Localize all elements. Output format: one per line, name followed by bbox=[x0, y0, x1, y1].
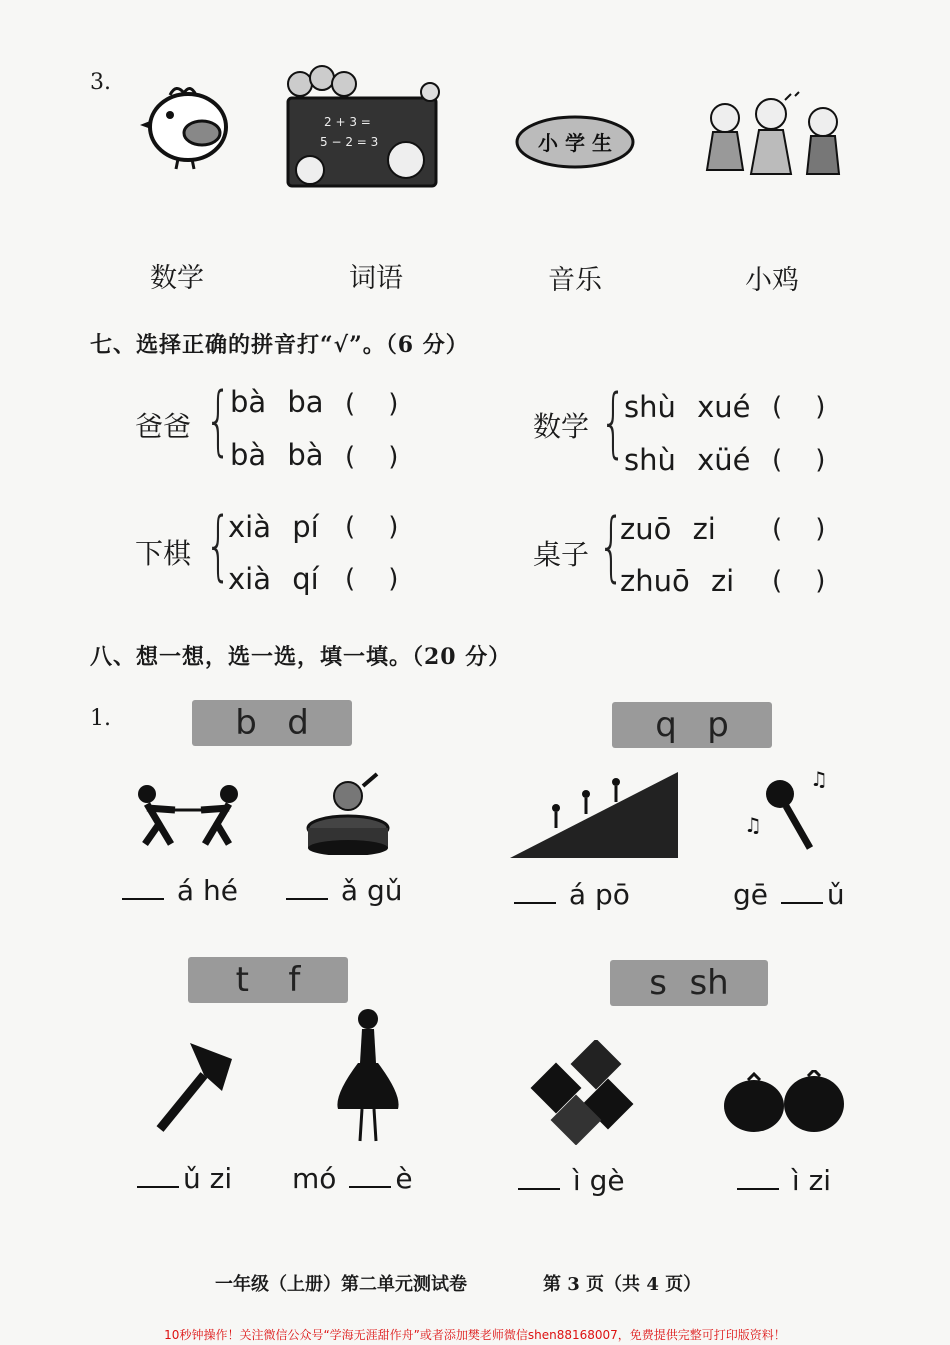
pinyin-option: bà bà bbox=[230, 438, 324, 472]
tag-letter: sh bbox=[689, 963, 729, 1003]
tag-letter: s bbox=[649, 963, 667, 1003]
xiaoxuesheng-badge bbox=[515, 115, 635, 169]
word-xiaoji: 小鸡 bbox=[745, 265, 799, 296]
fill-text: è bbox=[395, 1162, 413, 1195]
fill-text: mó bbox=[292, 1162, 337, 1195]
blackboard-image bbox=[280, 62, 480, 192]
fill-text: ì zi bbox=[791, 1164, 832, 1197]
tag-letter: b bbox=[235, 703, 257, 743]
answer-paren[interactable]: ( ) bbox=[772, 445, 826, 475]
tag-letter: p bbox=[707, 705, 729, 745]
hanzi-baba: 爸爸 bbox=[135, 410, 192, 443]
letter-tag-q-p bbox=[612, 702, 772, 748]
chick-image bbox=[140, 75, 240, 170]
letter-tag-t-f bbox=[188, 957, 348, 1003]
question-number: 3. bbox=[90, 70, 111, 95]
answer-paren[interactable]: ( ) bbox=[345, 389, 399, 419]
section7-heading: 七、选择正确的拼音打“√”。（6 分） bbox=[90, 332, 469, 358]
word-ciyu: 词语 bbox=[349, 263, 403, 294]
pinyin-option: zhuō zi bbox=[620, 564, 735, 598]
section8-heading: 八、想一想，选一选，填一填。（20 分） bbox=[90, 644, 512, 670]
climbing-slope-image bbox=[510, 770, 678, 860]
answer-paren[interactable]: ( ) bbox=[345, 442, 399, 472]
board-line-1: 2 + 3 = bbox=[324, 115, 371, 129]
question-number: 1. bbox=[90, 706, 111, 731]
answer-blank[interactable] bbox=[286, 898, 328, 900]
answer-blank[interactable] bbox=[781, 902, 823, 904]
fill-blank-item[interactable] bbox=[510, 878, 630, 911]
fill-blank-item[interactable] bbox=[133, 1162, 232, 1195]
fill-text: gē bbox=[733, 878, 768, 911]
answer-paren[interactable]: ( ) bbox=[345, 512, 399, 542]
word-yinyue: 音乐 bbox=[548, 265, 602, 296]
word-shuxue: 数学 bbox=[150, 263, 204, 294]
fill-blank-item[interactable] bbox=[514, 1164, 625, 1197]
answer-blank[interactable] bbox=[137, 1186, 179, 1188]
answer-blank[interactable] bbox=[514, 902, 556, 904]
answer-paren[interactable]: ( ) bbox=[772, 566, 826, 596]
tag-letter: t bbox=[235, 960, 249, 1000]
hanzi-shuxue: 数学 bbox=[533, 410, 590, 443]
promo-banner: 10秒钟操作！关注微信公众号“学海无涯甜作舟”或者添加樊老师微信shen88168007，免费提供完整可打印版资料！ bbox=[164, 1328, 786, 1342]
fill-text: ǎ gǔ bbox=[340, 874, 403, 907]
drum-image bbox=[303, 770, 393, 855]
answer-paren[interactable]: ( ) bbox=[772, 392, 826, 422]
brace: { bbox=[598, 501, 625, 590]
pinyin-option: shù xüé bbox=[624, 443, 751, 477]
fill-blank-item[interactable] bbox=[282, 874, 402, 907]
tag-letter: d bbox=[287, 703, 309, 743]
letter-tag-b-d bbox=[192, 700, 352, 746]
brace: { bbox=[205, 500, 232, 589]
tag-letter: f bbox=[288, 960, 301, 1000]
fill-blank-item[interactable] bbox=[292, 1162, 413, 1195]
brace: { bbox=[600, 377, 627, 466]
pinyin-option: zuō zi bbox=[620, 512, 716, 546]
answer-blank[interactable] bbox=[737, 1188, 779, 1190]
svg-text:♫: ♫ bbox=[810, 768, 828, 791]
badge-text: 小 学 生 bbox=[538, 131, 612, 155]
letter-tag-s-sh bbox=[610, 960, 768, 1006]
fill-text: á hé bbox=[176, 874, 238, 907]
microphone-singing-image bbox=[740, 768, 840, 853]
board-line-2: 5 − 2 = 3 bbox=[320, 135, 379, 149]
axe-image bbox=[150, 1035, 240, 1135]
fill-blank-item[interactable] bbox=[733, 878, 845, 911]
fill-blank-item[interactable] bbox=[733, 1164, 831, 1197]
fill-text: ì gè bbox=[572, 1164, 625, 1197]
hanzi-zhuozi: 桌子 bbox=[533, 538, 590, 571]
answer-blank[interactable] bbox=[122, 898, 164, 900]
brace: { bbox=[205, 375, 232, 464]
puzzle-image bbox=[528, 1040, 638, 1145]
answer-blank[interactable] bbox=[349, 1186, 391, 1188]
fill-text: ǔ bbox=[826, 878, 845, 911]
pinyin-option: bà ba bbox=[230, 385, 324, 419]
tag-letter: q bbox=[655, 705, 677, 745]
answer-blank[interactable] bbox=[518, 1188, 560, 1190]
answer-paren[interactable]: ( ) bbox=[345, 564, 399, 594]
hanzi-xiaqi: 下棋 bbox=[135, 537, 192, 570]
persimmons-image bbox=[722, 1070, 847, 1135]
fill-text: ǔ zi bbox=[183, 1162, 233, 1195]
fill-blank-item[interactable] bbox=[118, 874, 238, 907]
pinyin-option: shù xué bbox=[624, 390, 751, 424]
fill-text: á pō bbox=[568, 878, 630, 911]
footer-page-number: 第 3 页（共 4 页） bbox=[543, 1274, 702, 1295]
tug-of-war-image bbox=[125, 780, 250, 850]
pinyin-option: xià qí bbox=[228, 562, 319, 596]
pinyin-option: xià pí bbox=[228, 510, 319, 544]
answer-paren[interactable]: ( ) bbox=[772, 514, 826, 544]
svg-text:♫: ♫ bbox=[744, 813, 762, 837]
footer-title: 一年级（上册）第二单元测试卷 bbox=[215, 1274, 467, 1295]
dancer-image bbox=[328, 1005, 408, 1145]
music-children-image bbox=[685, 70, 860, 195]
